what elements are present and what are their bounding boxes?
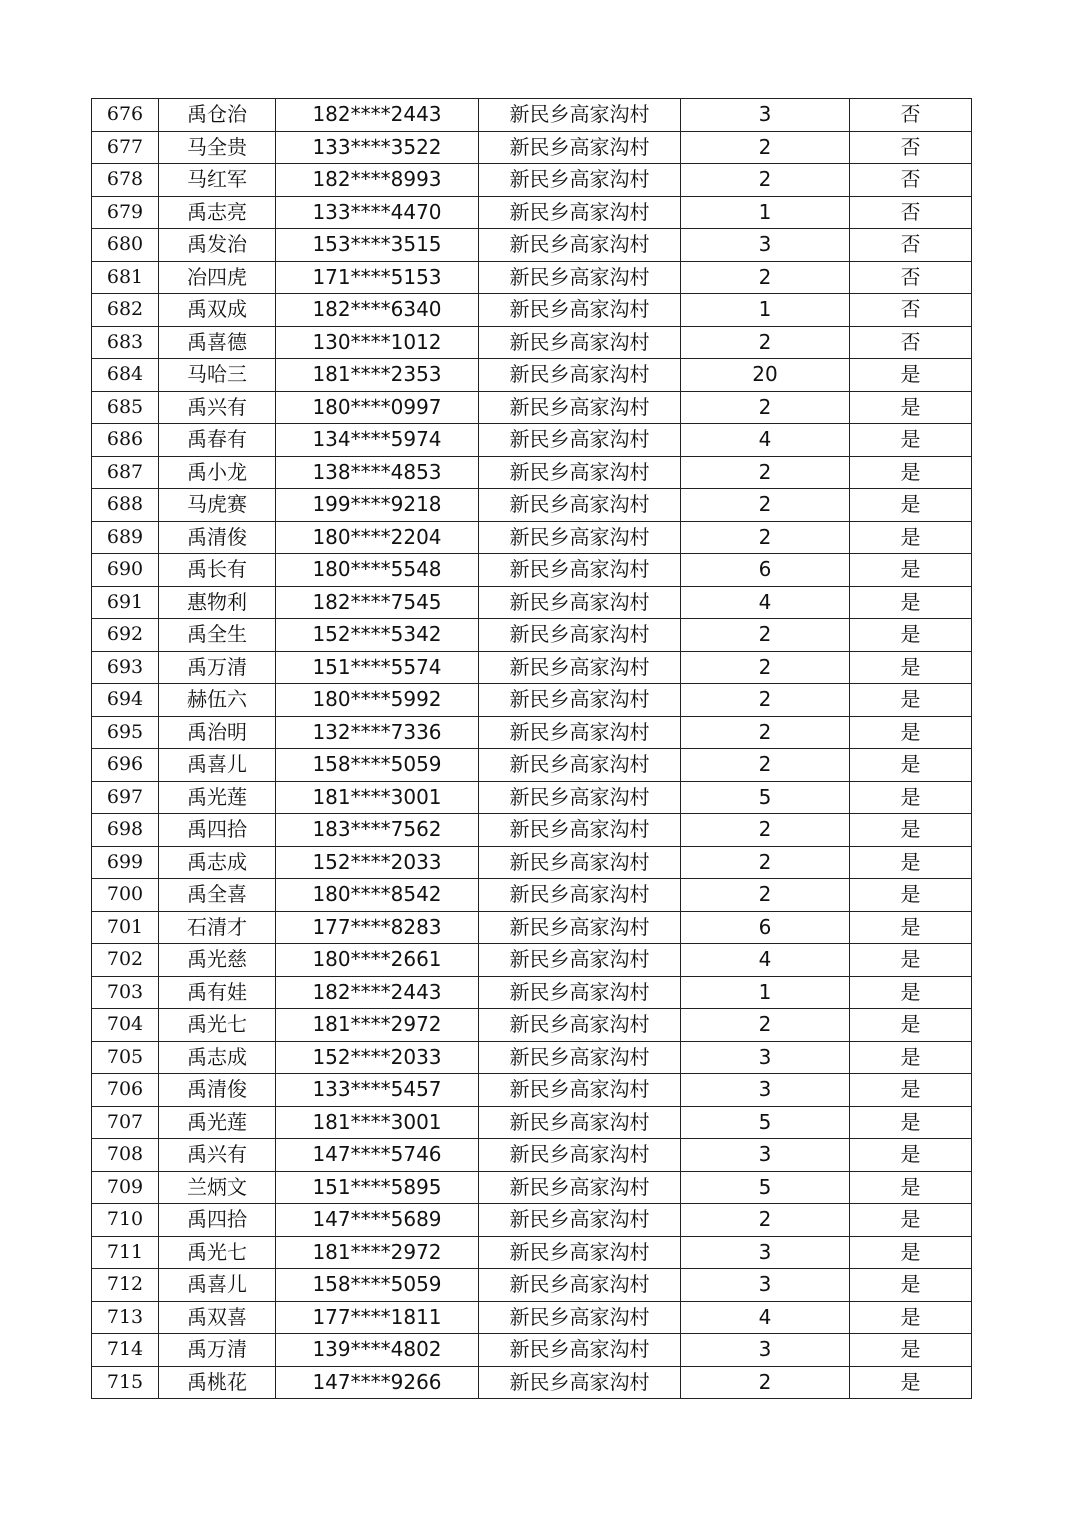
table-row [92, 326, 972, 359]
name-cell: 禹光莲 [159, 1106, 276, 1139]
table-row [92, 619, 972, 652]
count-cell: 20 [681, 359, 850, 392]
row-number-cell: 697 [92, 781, 159, 814]
phone-cell: 181****2353 [276, 359, 479, 392]
phone-cell: 133****5457 [276, 1074, 479, 1107]
phone-cell: 158****5059 [276, 1269, 479, 1302]
name-cell: 禹双成 [159, 294, 276, 327]
phone-cell: 132****7336 [276, 716, 479, 749]
name-cell: 马全贵 [159, 131, 276, 164]
flag-cell: 是 [850, 814, 972, 847]
name-cell: 禹全生 [159, 619, 276, 652]
address-cell: 新民乡高家沟村 [479, 911, 681, 944]
phone-cell: 152****2033 [276, 1041, 479, 1074]
name-cell: 禹万清 [159, 1334, 276, 1367]
name-cell: 禹双喜 [159, 1301, 276, 1334]
flag-cell: 是 [850, 716, 972, 749]
count-cell: 2 [681, 879, 850, 912]
table-row [92, 1366, 972, 1399]
count-cell: 2 [681, 651, 850, 684]
row-number-cell: 687 [92, 456, 159, 489]
name-cell: 惠物利 [159, 586, 276, 619]
flag-cell: 是 [850, 911, 972, 944]
address-cell: 新民乡高家沟村 [479, 1139, 681, 1172]
row-number-cell: 683 [92, 326, 159, 359]
table-row [92, 749, 972, 782]
flag-cell: 否 [850, 164, 972, 197]
row-number-cell: 709 [92, 1171, 159, 1204]
table-row [92, 684, 972, 717]
count-cell: 5 [681, 1171, 850, 1204]
phone-cell: 138****4853 [276, 456, 479, 489]
count-cell: 3 [681, 1236, 850, 1269]
table-row [92, 229, 972, 262]
flag-cell: 是 [850, 1204, 972, 1237]
name-cell: 石清才 [159, 911, 276, 944]
count-cell: 2 [681, 261, 850, 294]
row-number-cell: 676 [92, 99, 159, 132]
phone-cell: 177****8283 [276, 911, 479, 944]
name-cell: 冶四虎 [159, 261, 276, 294]
row-number-cell: 710 [92, 1204, 159, 1237]
address-cell: 新民乡高家沟村 [479, 944, 681, 977]
flag-cell: 否 [850, 294, 972, 327]
count-cell: 4 [681, 1301, 850, 1334]
count-cell: 1 [681, 196, 850, 229]
table-row [92, 99, 972, 132]
table-row [92, 1139, 972, 1172]
table-row [92, 391, 972, 424]
count-cell: 2 [681, 619, 850, 652]
row-number-cell: 677 [92, 131, 159, 164]
row-number-cell: 689 [92, 521, 159, 554]
phone-cell: 153****3515 [276, 229, 479, 262]
name-cell: 禹志亮 [159, 196, 276, 229]
row-number-cell: 700 [92, 879, 159, 912]
flag-cell: 否 [850, 261, 972, 294]
name-cell: 禹志成 [159, 1041, 276, 1074]
table-row [92, 1074, 972, 1107]
row-number-cell: 694 [92, 684, 159, 717]
name-cell: 禹有娃 [159, 976, 276, 1009]
name-cell: 禹长有 [159, 554, 276, 587]
flag-cell: 是 [850, 619, 972, 652]
table-row [92, 489, 972, 522]
table-row [92, 716, 972, 749]
address-cell: 新民乡高家沟村 [479, 99, 681, 132]
row-number-cell: 707 [92, 1106, 159, 1139]
table-row [92, 554, 972, 587]
flag-cell: 是 [850, 1236, 972, 1269]
table-row [92, 976, 972, 1009]
flag-cell: 是 [850, 879, 972, 912]
row-number-cell: 693 [92, 651, 159, 684]
count-cell: 3 [681, 1269, 850, 1302]
count-cell: 4 [681, 586, 850, 619]
count-cell: 2 [681, 326, 850, 359]
name-cell: 禹喜儿 [159, 749, 276, 782]
name-cell: 禹兴有 [159, 1139, 276, 1172]
row-number-cell: 678 [92, 164, 159, 197]
table-row [92, 846, 972, 879]
row-number-cell: 680 [92, 229, 159, 262]
row-number-cell: 682 [92, 294, 159, 327]
phone-cell: 181****2972 [276, 1009, 479, 1042]
address-cell: 新民乡高家沟村 [479, 489, 681, 522]
name-cell: 禹发治 [159, 229, 276, 262]
count-cell: 2 [681, 1366, 850, 1399]
count-cell: 2 [681, 391, 850, 424]
phone-cell: 152****5342 [276, 619, 479, 652]
roster-table-body [92, 99, 972, 1399]
name-cell: 禹光慈 [159, 944, 276, 977]
table-row [92, 1204, 972, 1237]
count-cell: 2 [681, 131, 850, 164]
name-cell: 禹治明 [159, 716, 276, 749]
phone-cell: 182****2443 [276, 99, 479, 132]
flag-cell: 是 [850, 554, 972, 587]
row-number-cell: 714 [92, 1334, 159, 1367]
name-cell: 赫伍六 [159, 684, 276, 717]
row-number-cell: 698 [92, 814, 159, 847]
count-cell: 6 [681, 911, 850, 944]
flag-cell: 是 [850, 1171, 972, 1204]
address-cell: 新民乡高家沟村 [479, 1074, 681, 1107]
table-row [92, 1236, 972, 1269]
flag-cell: 是 [850, 1106, 972, 1139]
name-cell: 禹万清 [159, 651, 276, 684]
address-cell: 新民乡高家沟村 [479, 326, 681, 359]
flag-cell: 是 [850, 359, 972, 392]
name-cell: 禹四拾 [159, 1204, 276, 1237]
table-row [92, 1171, 972, 1204]
name-cell: 禹光七 [159, 1009, 276, 1042]
phone-cell: 130****1012 [276, 326, 479, 359]
phone-cell: 182****6340 [276, 294, 479, 327]
name-cell: 禹光莲 [159, 781, 276, 814]
phone-cell: 181****3001 [276, 781, 479, 814]
table-row [92, 1334, 972, 1367]
count-cell: 4 [681, 424, 850, 457]
name-cell: 禹志成 [159, 846, 276, 879]
count-cell: 3 [681, 229, 850, 262]
flag-cell: 否 [850, 326, 972, 359]
address-cell: 新民乡高家沟村 [479, 781, 681, 814]
name-cell: 禹仓治 [159, 99, 276, 132]
row-number-cell: 711 [92, 1236, 159, 1269]
count-cell: 2 [681, 749, 850, 782]
count-cell: 2 [681, 1009, 850, 1042]
phone-cell: 180****0997 [276, 391, 479, 424]
flag-cell: 是 [850, 1366, 972, 1399]
address-cell: 新民乡高家沟村 [479, 424, 681, 457]
count-cell: 1 [681, 976, 850, 1009]
address-cell: 新民乡高家沟村 [479, 684, 681, 717]
table-row [92, 164, 972, 197]
count-cell: 5 [681, 1106, 850, 1139]
phone-cell: 134****5974 [276, 424, 479, 457]
row-number-cell: 712 [92, 1269, 159, 1302]
address-cell: 新民乡高家沟村 [479, 651, 681, 684]
phone-cell: 182****8993 [276, 164, 479, 197]
table-row [92, 1269, 972, 1302]
flag-cell: 是 [850, 424, 972, 457]
phone-cell: 180****5992 [276, 684, 479, 717]
flag-cell: 是 [850, 391, 972, 424]
count-cell: 3 [681, 99, 850, 132]
phone-cell: 180****2661 [276, 944, 479, 977]
address-cell: 新民乡高家沟村 [479, 391, 681, 424]
flag-cell: 是 [850, 456, 972, 489]
flag-cell: 是 [850, 1009, 972, 1042]
table-row [92, 456, 972, 489]
name-cell: 禹光七 [159, 1236, 276, 1269]
flag-cell: 是 [850, 1139, 972, 1172]
row-number-cell: 685 [92, 391, 159, 424]
flag-cell: 是 [850, 749, 972, 782]
row-number-cell: 686 [92, 424, 159, 457]
table-row [92, 521, 972, 554]
row-number-cell: 688 [92, 489, 159, 522]
phone-cell: 139****4802 [276, 1334, 479, 1367]
table-row [92, 1106, 972, 1139]
phone-cell: 180****2204 [276, 521, 479, 554]
name-cell: 禹桃花 [159, 1366, 276, 1399]
count-cell: 2 [681, 164, 850, 197]
row-number-cell: 696 [92, 749, 159, 782]
phone-cell: 147****5689 [276, 1204, 479, 1237]
phone-cell: 182****2443 [276, 976, 479, 1009]
count-cell: 5 [681, 781, 850, 814]
count-cell: 3 [681, 1074, 850, 1107]
flag-cell: 是 [850, 651, 972, 684]
row-number-cell: 715 [92, 1366, 159, 1399]
count-cell: 3 [681, 1041, 850, 1074]
count-cell: 2 [681, 489, 850, 522]
flag-cell: 是 [850, 1074, 972, 1107]
address-cell: 新民乡高家沟村 [479, 976, 681, 1009]
flag-cell: 是 [850, 944, 972, 977]
table-row [92, 944, 972, 977]
address-cell: 新民乡高家沟村 [479, 1041, 681, 1074]
count-cell: 2 [681, 814, 850, 847]
address-cell: 新民乡高家沟村 [479, 1301, 681, 1334]
table-row [92, 879, 972, 912]
flag-cell: 是 [850, 1041, 972, 1074]
address-cell: 新民乡高家沟村 [479, 716, 681, 749]
table-row [92, 261, 972, 294]
flag-cell: 否 [850, 99, 972, 132]
row-number-cell: 684 [92, 359, 159, 392]
flag-cell: 是 [850, 1334, 972, 1367]
table-row [92, 814, 972, 847]
address-cell: 新民乡高家沟村 [479, 749, 681, 782]
address-cell: 新民乡高家沟村 [479, 879, 681, 912]
flag-cell: 是 [850, 586, 972, 619]
name-cell: 禹清俊 [159, 1074, 276, 1107]
count-cell: 2 [681, 1204, 850, 1237]
row-number-cell: 695 [92, 716, 159, 749]
count-cell: 2 [681, 521, 850, 554]
table-row [92, 196, 972, 229]
count-cell: 2 [681, 846, 850, 879]
row-number-cell: 703 [92, 976, 159, 1009]
address-cell: 新民乡高家沟村 [479, 294, 681, 327]
table-row [92, 1301, 972, 1334]
address-cell: 新民乡高家沟村 [479, 456, 681, 489]
row-number-cell: 705 [92, 1041, 159, 1074]
name-cell: 禹喜儿 [159, 1269, 276, 1302]
phone-cell: 180****5548 [276, 554, 479, 587]
address-cell: 新民乡高家沟村 [479, 1106, 681, 1139]
name-cell: 马哈三 [159, 359, 276, 392]
address-cell: 新民乡高家沟村 [479, 261, 681, 294]
phone-cell: 171****5153 [276, 261, 479, 294]
row-number-cell: 690 [92, 554, 159, 587]
count-cell: 6 [681, 554, 850, 587]
table-row [92, 1041, 972, 1074]
flag-cell: 是 [850, 1269, 972, 1302]
row-number-cell: 701 [92, 911, 159, 944]
name-cell: 禹喜德 [159, 326, 276, 359]
table-row [92, 781, 972, 814]
phone-cell: 158****5059 [276, 749, 479, 782]
row-number-cell: 702 [92, 944, 159, 977]
phone-cell: 182****7545 [276, 586, 479, 619]
phone-cell: 133****4470 [276, 196, 479, 229]
address-cell: 新民乡高家沟村 [479, 1236, 681, 1269]
address-cell: 新民乡高家沟村 [479, 1366, 681, 1399]
address-cell: 新民乡高家沟村 [479, 554, 681, 587]
table-row [92, 1009, 972, 1042]
name-cell: 禹春有 [159, 424, 276, 457]
flag-cell: 是 [850, 846, 972, 879]
phone-cell: 147****5746 [276, 1139, 479, 1172]
phone-cell: 199****9218 [276, 489, 479, 522]
table-row [92, 424, 972, 457]
table-row [92, 911, 972, 944]
row-number-cell: 713 [92, 1301, 159, 1334]
phone-cell: 177****1811 [276, 1301, 479, 1334]
address-cell: 新民乡高家沟村 [479, 229, 681, 262]
row-number-cell: 706 [92, 1074, 159, 1107]
table-row [92, 131, 972, 164]
phone-cell: 180****8542 [276, 879, 479, 912]
row-number-cell: 679 [92, 196, 159, 229]
phone-cell: 151****5895 [276, 1171, 479, 1204]
name-cell: 禹清俊 [159, 521, 276, 554]
flag-cell: 否 [850, 229, 972, 262]
table-row [92, 359, 972, 392]
address-cell: 新民乡高家沟村 [479, 846, 681, 879]
phone-cell: 183****7562 [276, 814, 479, 847]
name-cell: 禹小龙 [159, 456, 276, 489]
flag-cell: 是 [850, 1301, 972, 1334]
address-cell: 新民乡高家沟村 [479, 164, 681, 197]
phone-cell: 133****3522 [276, 131, 479, 164]
flag-cell: 否 [850, 131, 972, 164]
address-cell: 新民乡高家沟村 [479, 359, 681, 392]
address-cell: 新民乡高家沟村 [479, 1204, 681, 1237]
name-cell: 禹四拾 [159, 814, 276, 847]
flag-cell: 是 [850, 521, 972, 554]
address-cell: 新民乡高家沟村 [479, 1269, 681, 1302]
table-row [92, 294, 972, 327]
name-cell: 马红军 [159, 164, 276, 197]
flag-cell: 是 [850, 976, 972, 1009]
name-cell: 禹兴有 [159, 391, 276, 424]
flag-cell: 否 [850, 196, 972, 229]
flag-cell: 是 [850, 684, 972, 717]
address-cell: 新民乡高家沟村 [479, 619, 681, 652]
address-cell: 新民乡高家沟村 [479, 586, 681, 619]
table-row [92, 586, 972, 619]
address-cell: 新民乡高家沟村 [479, 1334, 681, 1367]
row-number-cell: 708 [92, 1139, 159, 1172]
address-cell: 新民乡高家沟村 [479, 1171, 681, 1204]
phone-cell: 152****2033 [276, 846, 479, 879]
row-number-cell: 699 [92, 846, 159, 879]
phone-cell: 151****5574 [276, 651, 479, 684]
address-cell: 新民乡高家沟村 [479, 131, 681, 164]
table-row [92, 651, 972, 684]
address-cell: 新民乡高家沟村 [479, 521, 681, 554]
phone-cell: 181****2972 [276, 1236, 479, 1269]
address-cell: 新民乡高家沟村 [479, 814, 681, 847]
row-number-cell: 692 [92, 619, 159, 652]
row-number-cell: 691 [92, 586, 159, 619]
count-cell: 2 [681, 684, 850, 717]
name-cell: 马虎赛 [159, 489, 276, 522]
count-cell: 2 [681, 456, 850, 489]
flag-cell: 是 [850, 489, 972, 522]
address-cell: 新民乡高家沟村 [479, 1009, 681, 1042]
address-cell: 新民乡高家沟村 [479, 196, 681, 229]
count-cell: 1 [681, 294, 850, 327]
flag-cell: 是 [850, 781, 972, 814]
count-cell: 4 [681, 944, 850, 977]
row-number-cell: 704 [92, 1009, 159, 1042]
row-number-cell: 681 [92, 261, 159, 294]
roster-table [91, 98, 972, 1399]
count-cell: 2 [681, 716, 850, 749]
phone-cell: 181****3001 [276, 1106, 479, 1139]
count-cell: 3 [681, 1139, 850, 1172]
name-cell: 禹全喜 [159, 879, 276, 912]
count-cell: 3 [681, 1334, 850, 1367]
phone-cell: 147****9266 [276, 1366, 479, 1399]
name-cell: 兰炳文 [159, 1171, 276, 1204]
